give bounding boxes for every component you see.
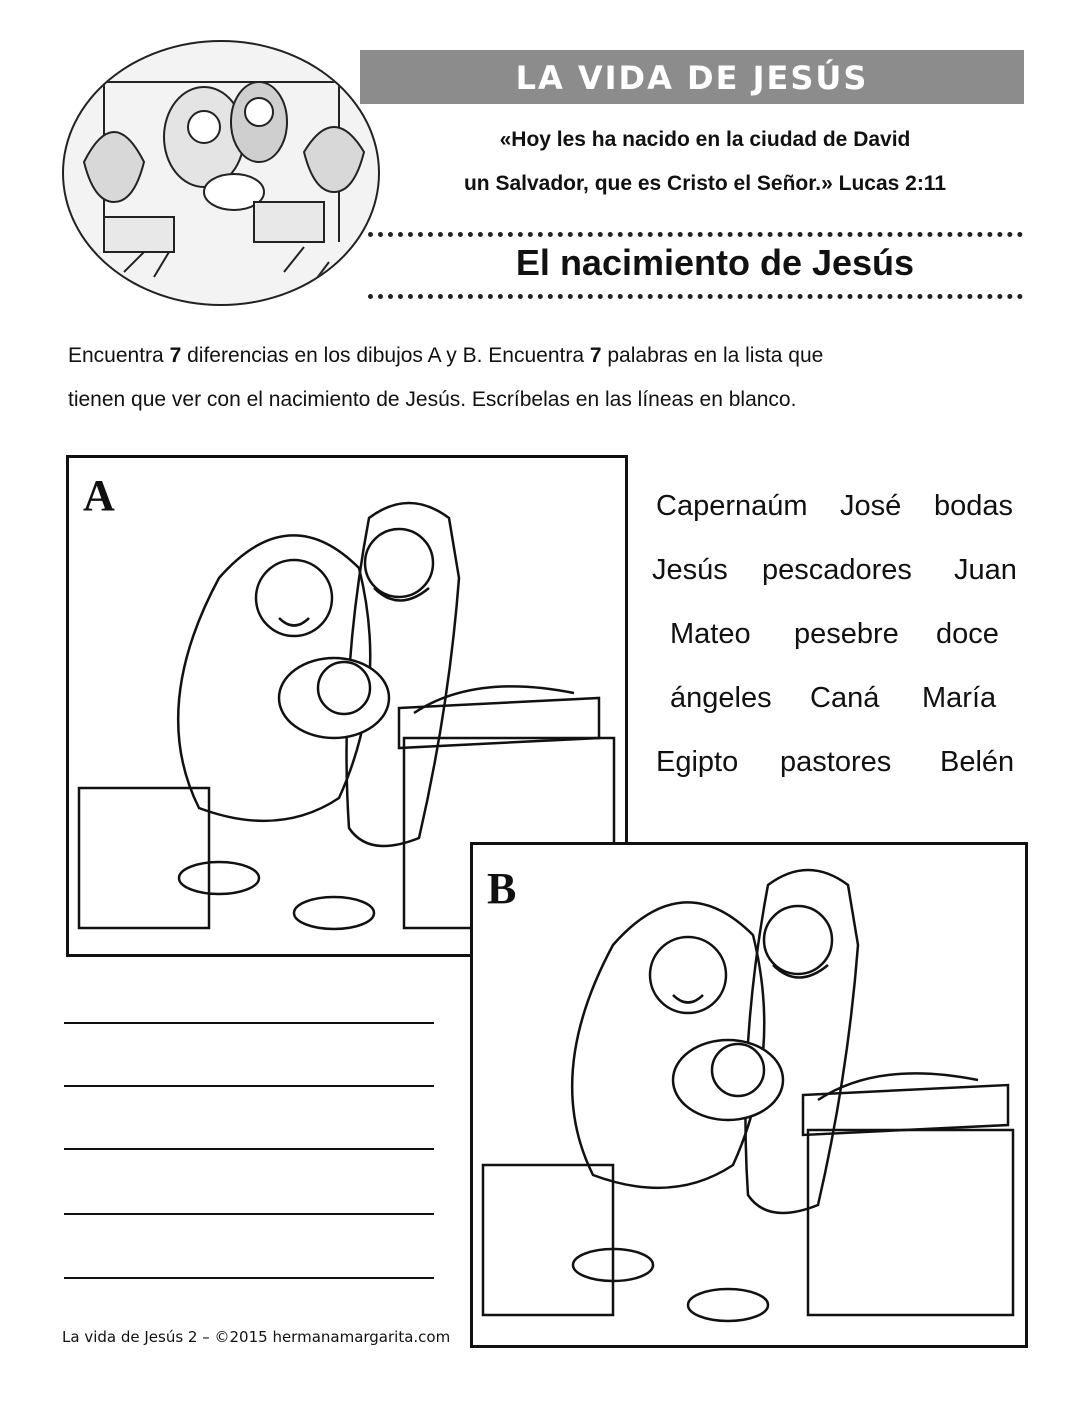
picture-b-frame	[470, 842, 1028, 1348]
picture-a-label: A	[83, 471, 115, 520]
page-title: LA VIDA DE JESÚS	[515, 59, 869, 97]
word-list-item: pesebre	[794, 618, 899, 650]
instructions-number: 7	[589, 344, 602, 367]
word-list-item: pescadores	[762, 554, 912, 586]
word-list-item: Caná	[810, 682, 880, 714]
instructions-text: palabras en la lista que	[601, 344, 824, 367]
instructions-line-2: tienen que ver con el nacimiento de Jesús. Escríbelas en las líneas en blanco.	[68, 388, 797, 411]
answer-line[interactable]	[64, 1213, 434, 1215]
dotted-divider-top	[368, 232, 1023, 237]
word-list-item: Mateo	[670, 618, 751, 650]
answer-line[interactable]	[64, 1085, 434, 1087]
word-list-item: José	[840, 490, 902, 522]
word-list-item: Capernaúm	[656, 490, 808, 522]
instructions-text: Encuentra	[68, 344, 170, 367]
quote-line-2: un Salvador, que es Cristo el Señor.» Lucas 2:11	[463, 172, 947, 195]
word-list-item: Juan	[954, 554, 1017, 586]
answer-line[interactable]	[64, 1022, 434, 1024]
instructions-line-1	[68, 344, 1028, 368]
word-list-item: doce	[936, 618, 999, 650]
instructions-text: diferencias en los dibujos A y B. Encuentra	[181, 344, 590, 367]
word-list-item: pastores	[780, 746, 892, 778]
word-list-item: Jesús	[652, 554, 728, 586]
nativity-scene-icon	[64, 42, 378, 304]
word-list	[640, 490, 1040, 790]
quote-line-1: «Hoy les ha nacido en la ciudad de David	[499, 128, 911, 151]
dotted-divider-bottom	[368, 294, 1023, 299]
section-subtitle: El nacimiento de Jesús	[515, 242, 915, 283]
nativity-picture-b-icon	[473, 845, 1025, 1345]
word-list-item: Egipto	[656, 746, 739, 778]
instructions-number: 7	[169, 344, 182, 367]
word-list-item: María	[922, 682, 997, 714]
footer-credit: La vida de Jesús 2 – ©2015 hermanamargarita.com	[62, 1328, 451, 1346]
word-list-item: Belén	[940, 746, 1015, 778]
answer-line[interactable]	[64, 1277, 434, 1279]
word-list-item: bodas	[934, 490, 1014, 522]
picture-b-label: B	[487, 864, 517, 913]
word-list-item: ángeles	[670, 682, 772, 714]
answer-line[interactable]	[64, 1148, 434, 1150]
nativity-oval-illustration	[62, 40, 380, 306]
